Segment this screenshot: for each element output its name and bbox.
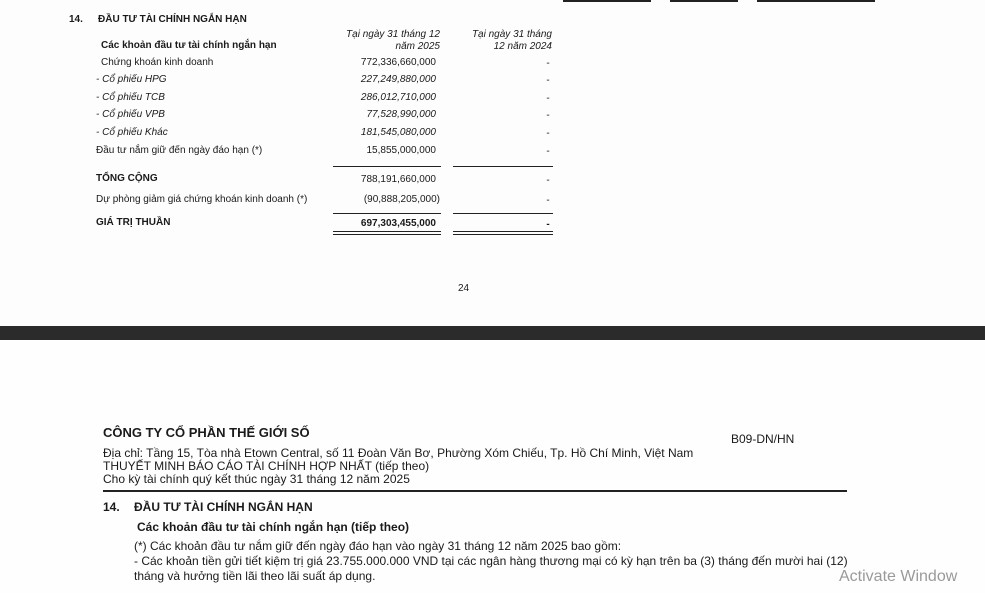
top-rule (670, 0, 738, 2)
row-prior: - (546, 58, 550, 69)
net-label: GIÁ TRỊ THUẦN (96, 217, 171, 228)
row-current: 286,012,710,000 (360, 92, 436, 103)
row-prior: - (546, 128, 550, 139)
col-header-prior-line1: Tại ngày 31 tháng (471, 29, 552, 40)
row-label: - Cổ phiếu Khác (96, 127, 168, 138)
subsection-title: Các khoản đầu tư tài chính ngắn hạn (tiếp theo) (137, 520, 410, 534)
row-current: 77,528,990,000 (366, 109, 436, 120)
top-rule (563, 0, 651, 2)
provision-label: Dự phòng giảm giá chứng khoán kinh doanh (*) (96, 194, 308, 205)
row-current: 15,855,000,000 (366, 145, 436, 156)
row-label: - Cổ phiếu HPG (96, 74, 167, 85)
section-number: 14. (103, 500, 120, 514)
table-header: Các khoản đầu tư tài chính ngắn hạn (101, 40, 277, 51)
page-25 (0, 340, 985, 593)
section-title: ĐẦU TƯ TÀI CHÍNH NGẮN HẠN (134, 500, 313, 514)
section-title: ĐẦU TƯ TÀI CHÍNH NGẮN HẠN (98, 14, 247, 25)
company-address: Địa chỉ: Tầng 15, Tòa nhà Etown Central, số 11 Đoàn Văn Bơ, Phường Xóm Chiếu, Tp. Hồ Chí Minh, Việt Nam (103, 446, 694, 460)
double-rule (333, 234, 441, 235)
row-prior: - (546, 75, 550, 86)
provision-prior: - (546, 195, 550, 206)
subtotal-rule (333, 166, 441, 167)
top-rule (757, 0, 875, 2)
net-rule (453, 213, 553, 214)
total-current: 788,191,660,000 (360, 174, 436, 185)
provision-current: (90,888,205,000) (363, 194, 440, 205)
col-header-prior-line2: 12 năm 2024 (493, 41, 552, 52)
page-number: 24 (458, 283, 470, 294)
row-current: 181,545,080,000 (360, 127, 436, 138)
row-label: Chứng khoán kinh doanh (101, 57, 214, 68)
note-line: - Các khoản tiền gửi tiết kiệm trị giá 23.755.000.000 VND tại các ngân hàng thương mại có kỳ hạn trên ba (3) tháng đến mười hai (12) (134, 554, 848, 568)
double-rule (453, 231, 553, 232)
header-rule (103, 490, 847, 492)
col-header-current-line2: năm 2025 (395, 41, 440, 52)
net-rule (333, 213, 441, 214)
section-number: 14. (69, 14, 83, 25)
report-period: Cho kỳ tài chính quý kết thúc ngày 31 tháng 12 năm 2025 (103, 472, 410, 486)
form-code: B09-DN/HN (731, 432, 795, 446)
row-current: 772,336,660,000 (360, 57, 436, 68)
double-rule (333, 231, 441, 232)
note-line: (*) Các khoản đầu tư nắm giữ đến ngày đáo hạn vào ngày 31 tháng 12 năm 2025 bao gồm: (134, 539, 622, 553)
row-label: Đầu tư nắm giữ đến ngày đáo hạn (*) (96, 145, 263, 156)
net-current: 697,303,455,000 (360, 218, 436, 229)
total-prior: - (546, 175, 550, 186)
row-prior: - (546, 146, 550, 157)
row-label: - Cổ phiếu VPB (96, 109, 165, 120)
double-rule (453, 234, 553, 235)
row-label: - Cổ phiếu TCB (96, 92, 165, 103)
subtotal-rule (453, 166, 553, 167)
row-current: 227,249,880,000 (360, 74, 436, 85)
row-prior: - (546, 110, 550, 121)
col-header-current-line1: Tại ngày 31 tháng 12 (346, 29, 440, 40)
activate-windows-watermark: Activate Window (839, 568, 958, 585)
page-separator (0, 326, 985, 340)
note-line: tháng và hưởng tiền lãi theo lãi suất áp dụng. (134, 569, 376, 583)
net-prior: - (546, 219, 550, 230)
total-label: TỔNG CỘNG (96, 173, 158, 184)
company-name: CÔNG TY CỔ PHẦN THẾ GIỚI SỐ (103, 425, 310, 440)
report-title: THUYẾT MINH BÁO CÁO TÀI CHÍNH HỢP NHẤT (tiếp theo) (103, 459, 430, 473)
row-prior: - (546, 93, 550, 104)
